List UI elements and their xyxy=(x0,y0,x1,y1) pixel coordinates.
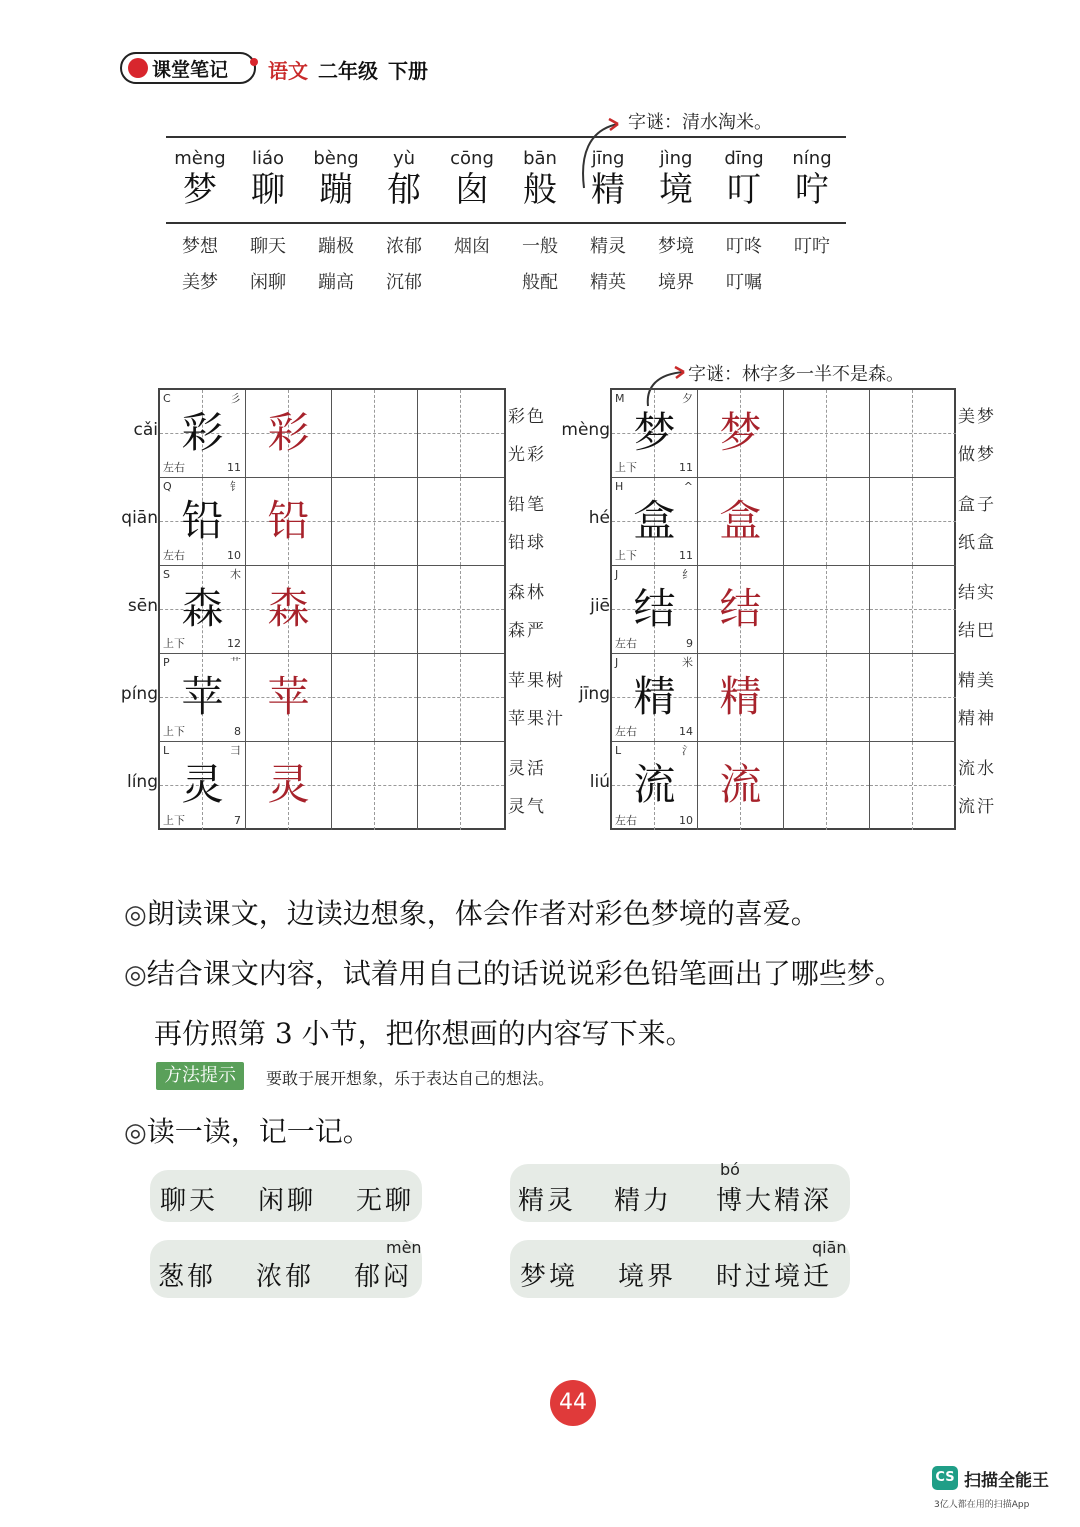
vocab-character: 叮 xyxy=(727,170,761,210)
writing-cell[interactable] xyxy=(870,566,956,654)
writing-cell[interactable] xyxy=(418,742,504,830)
riddle-mid: 字谜：林字多一半不是森。 xyxy=(688,364,904,385)
writing-cell xyxy=(612,654,698,742)
vocab-word: 蹦极 xyxy=(318,236,354,257)
structure-label: 左右 xyxy=(163,461,185,474)
writing-cell xyxy=(698,566,784,654)
guide-line xyxy=(460,566,461,653)
trace-character: 铅 xyxy=(267,496,310,545)
vocab-character: 郁 xyxy=(387,170,421,210)
reading-word: 无聊 xyxy=(356,1186,415,1216)
writing-cell[interactable] xyxy=(418,654,504,742)
reading-word: 博大精深 xyxy=(716,1186,833,1216)
vocab-word: 浓郁 xyxy=(386,236,422,257)
method-tip-text: 要敢于展开想象，乐于表达自己的想法。 xyxy=(266,1069,555,1088)
model-character: 森 xyxy=(181,584,224,633)
radical: 彡 xyxy=(230,392,241,405)
vocab-column xyxy=(778,148,846,211)
guide-line xyxy=(912,654,913,741)
guide-line xyxy=(912,478,913,565)
writing-cell[interactable] xyxy=(784,566,870,654)
trace-character: 结 xyxy=(719,584,762,633)
vocab-bottom-rule xyxy=(166,222,846,224)
method-tip-label: 方法提示 xyxy=(156,1062,244,1090)
guide-line xyxy=(826,478,827,565)
model-character: 灵 xyxy=(181,760,224,809)
row-word: 光彩 xyxy=(508,445,546,465)
writing-cell xyxy=(612,390,698,478)
guide-line xyxy=(826,566,827,653)
writing-cell xyxy=(160,742,246,830)
task-3-text: 读一读，记一记。 xyxy=(146,1115,371,1148)
reading-pinyin: bó xyxy=(720,1160,740,1179)
vocab-pinyin: cōng xyxy=(450,148,494,169)
writing-cell xyxy=(698,478,784,566)
reading-word: 葱郁 xyxy=(158,1262,217,1292)
vocab-word: 沉郁 xyxy=(386,272,422,293)
model-character: 结 xyxy=(633,584,676,633)
vocab-character: 囱 xyxy=(455,170,489,210)
guide-line xyxy=(912,742,913,830)
radical: 米 xyxy=(682,656,693,669)
model-character: 流 xyxy=(633,760,676,809)
header-grade: 二年级 xyxy=(318,59,378,83)
index-letter: H xyxy=(615,480,624,493)
index-letter: Q xyxy=(163,480,172,493)
guide-line xyxy=(418,785,504,786)
row-pinyin: mèng xyxy=(561,420,610,440)
task-2-text-line1: 结合课文内容，试着用自己的话说说彩色铅笔画出了哪些梦。 xyxy=(146,957,903,990)
stroke-count: 12 xyxy=(227,637,241,650)
writing-cell xyxy=(160,566,246,654)
vocab-word: 叮咛 xyxy=(794,236,830,257)
row-word: 森严 xyxy=(508,621,546,641)
row-word: 苹果汁 xyxy=(508,709,565,729)
model-character: 铅 xyxy=(181,496,224,545)
guide-line xyxy=(460,654,461,741)
app-slogan: 3亿人都在用的扫描App xyxy=(934,1500,1030,1510)
reading-word: 境界 xyxy=(618,1262,677,1292)
writing-cell[interactable] xyxy=(332,566,418,654)
writing-cell[interactable] xyxy=(418,478,504,566)
structure-label: 左右 xyxy=(615,725,637,738)
guide-line xyxy=(912,566,913,653)
writing-cell xyxy=(160,478,246,566)
guide-line xyxy=(374,654,375,741)
model-character: 苹 xyxy=(181,672,224,721)
structure-label: 上下 xyxy=(615,549,637,562)
reading-word: 郁闷 xyxy=(354,1262,413,1292)
trace-character: 森 xyxy=(267,584,310,633)
radical: 彐 xyxy=(230,744,241,757)
vocab-character: 蹦 xyxy=(319,170,353,210)
writing-cell xyxy=(612,742,698,830)
reading-word: 精灵 xyxy=(518,1186,577,1216)
vocab-pinyin: liáo xyxy=(251,148,285,169)
index-letter: M xyxy=(615,392,625,405)
riddle-top: 字谜：清水淘米。 xyxy=(628,112,772,133)
writing-cell[interactable] xyxy=(870,478,956,566)
task-3 xyxy=(124,1110,371,1150)
vocab-pinyin: yù xyxy=(392,148,416,169)
writing-cell[interactable] xyxy=(784,478,870,566)
structure-label: 上下 xyxy=(615,461,637,474)
task-2-text-line2: 再仿照第 3 小节，把你想画的内容写下来。 xyxy=(154,1017,694,1050)
writing-grid-left xyxy=(158,388,506,830)
radical: 氵 xyxy=(682,744,693,757)
vocab-word: 烟囱 xyxy=(454,236,490,257)
vocab-word: 梦境 xyxy=(658,236,694,257)
vocab-word: 美梦 xyxy=(182,272,218,293)
row-pinyin: sēn xyxy=(127,596,158,616)
page-number: 44 xyxy=(550,1380,596,1426)
app-name: 扫描全能王 xyxy=(964,1471,1049,1491)
vocab-character: 般 xyxy=(523,170,557,210)
reading-word: 浓郁 xyxy=(256,1262,315,1292)
row-word: 灵气 xyxy=(508,797,546,817)
vocab-pinyin: jìng xyxy=(659,148,693,169)
header-badge-label: 课堂笔记 xyxy=(152,58,229,81)
radical: 钅 xyxy=(230,480,241,493)
guide-line xyxy=(374,566,375,653)
guide-line xyxy=(870,697,956,698)
structure-label: 左右 xyxy=(615,814,637,827)
row-pinyin: cǎi xyxy=(133,420,158,440)
writing-cell xyxy=(698,654,784,742)
task-2 xyxy=(124,952,903,992)
vocab-column xyxy=(166,148,234,211)
vocab-word: 精英 xyxy=(590,272,626,293)
stroke-count: 10 xyxy=(679,814,693,827)
vocab-pinyin: dīng xyxy=(724,148,764,169)
row-word: 铅笔 xyxy=(508,495,546,515)
trace-character: 苹 xyxy=(267,672,310,721)
vocab-column xyxy=(302,148,370,211)
writing-cell[interactable] xyxy=(332,390,418,478)
writing-cell xyxy=(698,390,784,478)
vocab-column xyxy=(234,148,302,211)
vocab-column xyxy=(370,148,438,211)
writing-cell xyxy=(246,390,332,478)
row-word: 结巴 xyxy=(958,621,996,641)
index-letter: C xyxy=(163,392,171,405)
circle-marker-icon: ◎ xyxy=(124,1118,147,1148)
radical: 夕 xyxy=(682,392,693,405)
row-word: 精神 xyxy=(958,709,996,729)
stroke-count: 7 xyxy=(234,814,241,827)
camscanner-logo-icon: CS xyxy=(932,1466,958,1490)
trace-character: 彩 xyxy=(267,408,310,457)
row-pinyin: hé xyxy=(588,508,610,528)
writing-cell[interactable] xyxy=(784,390,870,478)
vocab-word: 境界 xyxy=(658,272,694,293)
row-word: 流水 xyxy=(958,759,996,779)
reading-word: 精力 xyxy=(614,1186,673,1216)
vocab-column xyxy=(642,148,710,211)
index-letter: L xyxy=(615,744,622,757)
writing-cell xyxy=(246,478,332,566)
circle-marker-icon: ◎ xyxy=(124,900,147,930)
writing-cell[interactable] xyxy=(870,654,956,742)
vocab-word: 叮嘱 xyxy=(726,272,762,293)
vocab-column xyxy=(438,148,506,211)
row-word: 灵活 xyxy=(508,759,546,779)
vocab-word: 精灵 xyxy=(590,236,626,257)
row-word: 苹果树 xyxy=(508,671,565,691)
writing-cell xyxy=(246,566,332,654)
guide-line xyxy=(460,390,461,477)
vocab-pinyin: jīng xyxy=(591,148,625,169)
trace-character: 流 xyxy=(719,760,762,809)
stroke-count: 11 xyxy=(679,549,693,562)
badge-dot-icon xyxy=(128,58,148,78)
stroke-count: 10 xyxy=(227,549,241,562)
guide-line xyxy=(418,433,504,434)
radical: 纟 xyxy=(682,568,693,581)
trace-character: 灵 xyxy=(267,760,310,809)
row-pinyin: jiē xyxy=(590,596,610,616)
vocab-column xyxy=(710,148,778,211)
writing-cell[interactable] xyxy=(870,390,956,478)
vocab-word: 一般 xyxy=(522,236,558,257)
row-pinyin: jīng xyxy=(578,684,610,704)
index-letter: J xyxy=(615,656,619,669)
header-volume: 下册 xyxy=(388,59,428,83)
header-subject: 语文 xyxy=(268,59,308,83)
row-word: 铅球 xyxy=(508,533,546,553)
reading-word: 聊天 xyxy=(160,1186,219,1216)
vocab-word: 闲聊 xyxy=(250,272,286,293)
vocab-character: 精 xyxy=(591,170,625,210)
writing-cell[interactable] xyxy=(332,478,418,566)
index-letter: S xyxy=(163,568,170,581)
guide-line xyxy=(374,742,375,830)
stroke-count: 9 xyxy=(686,637,693,650)
guide-line xyxy=(912,390,913,477)
guide-line xyxy=(870,785,956,786)
vocab-column xyxy=(574,148,642,211)
trace-character: 梦 xyxy=(719,408,762,457)
row-word: 彩色 xyxy=(508,407,546,427)
trace-character: 精 xyxy=(719,672,762,721)
writing-cell[interactable] xyxy=(418,566,504,654)
row-pinyin: píng xyxy=(120,684,158,704)
vocab-word: 聊天 xyxy=(250,236,286,257)
model-character: 彩 xyxy=(181,408,224,457)
row-pinyin: qiān xyxy=(121,508,158,528)
vocab-character: 梦 xyxy=(183,170,217,210)
index-letter: J xyxy=(615,568,619,581)
vocab-word: 梦想 xyxy=(182,236,218,257)
vocab-character: 聊 xyxy=(251,170,285,210)
header-badge xyxy=(120,52,256,84)
sparkle-icon xyxy=(250,58,258,66)
index-letter: P xyxy=(163,656,170,669)
row-word: 精美 xyxy=(958,671,996,691)
guide-line xyxy=(826,742,827,830)
vocab-word: 蹦高 xyxy=(318,272,354,293)
writing-cell[interactable] xyxy=(418,390,504,478)
vocab-character: 境 xyxy=(659,170,693,210)
structure-label: 上下 xyxy=(163,637,185,650)
structure-label: 上下 xyxy=(163,814,185,827)
model-character: 精 xyxy=(633,672,676,721)
row-word: 结实 xyxy=(958,583,996,603)
guide-line xyxy=(460,478,461,565)
writing-cell xyxy=(698,742,784,830)
structure-label: 上下 xyxy=(163,725,185,738)
guide-line xyxy=(826,654,827,741)
guide-line xyxy=(870,609,956,610)
guide-line xyxy=(374,478,375,565)
reading-word: 闲聊 xyxy=(258,1186,317,1216)
row-word: 盒子 xyxy=(958,495,996,515)
radical: ^ xyxy=(683,480,693,493)
reading-word: 梦境 xyxy=(520,1262,579,1292)
stroke-count: 8 xyxy=(234,725,241,738)
row-word: 森林 xyxy=(508,583,546,603)
guide-line xyxy=(418,697,504,698)
writing-cell[interactable] xyxy=(332,742,418,830)
task-1 xyxy=(124,892,819,932)
vocab-pinyin: níng xyxy=(792,148,832,169)
trace-character: 盒 xyxy=(719,496,762,545)
guide-line xyxy=(418,609,504,610)
vocab-pinyin: mèng xyxy=(174,148,226,169)
writing-cell[interactable] xyxy=(784,742,870,830)
reading-pinyin: mèn xyxy=(386,1238,422,1257)
vocab-pinyin: bān xyxy=(523,148,557,169)
vocab-pinyin: bèng xyxy=(313,148,359,169)
structure-label: 左右 xyxy=(615,637,637,650)
row-pinyin: liú xyxy=(589,772,610,792)
row-word: 美梦 xyxy=(958,407,996,427)
writing-cell[interactable] xyxy=(784,654,870,742)
writing-cell xyxy=(246,742,332,830)
structure-label: 左右 xyxy=(163,549,185,562)
vocab-word: 叮咚 xyxy=(726,236,762,257)
model-character: 盒 xyxy=(633,496,676,545)
writing-cell[interactable] xyxy=(870,742,956,830)
guide-line xyxy=(418,521,504,522)
stroke-count: 14 xyxy=(679,725,693,738)
radical: 木 xyxy=(230,568,241,581)
writing-cell xyxy=(612,566,698,654)
writing-cell[interactable] xyxy=(332,654,418,742)
guide-line xyxy=(826,390,827,477)
row-pinyin: líng xyxy=(126,772,158,792)
guide-line xyxy=(870,433,956,434)
row-word: 纸盒 xyxy=(958,533,996,553)
vocab-word: 般配 xyxy=(522,272,558,293)
guide-line xyxy=(460,742,461,830)
row-word: 做梦 xyxy=(958,445,996,465)
circle-marker-icon: ◎ xyxy=(124,960,147,990)
reading-word: 时过境迁 xyxy=(716,1262,833,1292)
guide-line xyxy=(870,521,956,522)
stroke-count: 11 xyxy=(679,461,693,474)
row-word: 流汗 xyxy=(958,797,996,817)
reading-pinyin: qiān xyxy=(812,1238,847,1257)
index-letter: L xyxy=(163,744,170,757)
radical: 艹 xyxy=(230,656,241,669)
task-1-text: 朗读课文，边读边想象，体会作者对彩色梦境的喜爱。 xyxy=(146,897,819,930)
vocab-column xyxy=(506,148,574,211)
stroke-count: 11 xyxy=(227,461,241,474)
guide-line xyxy=(374,390,375,477)
vocab-character: 咛 xyxy=(795,170,829,210)
writing-grid-right xyxy=(610,388,956,830)
writing-cell xyxy=(160,390,246,478)
vocab-top-rule xyxy=(166,136,846,138)
model-character: 梦 xyxy=(633,408,676,457)
writing-cell xyxy=(612,478,698,566)
writing-cell xyxy=(160,654,246,742)
writing-cell xyxy=(246,654,332,742)
